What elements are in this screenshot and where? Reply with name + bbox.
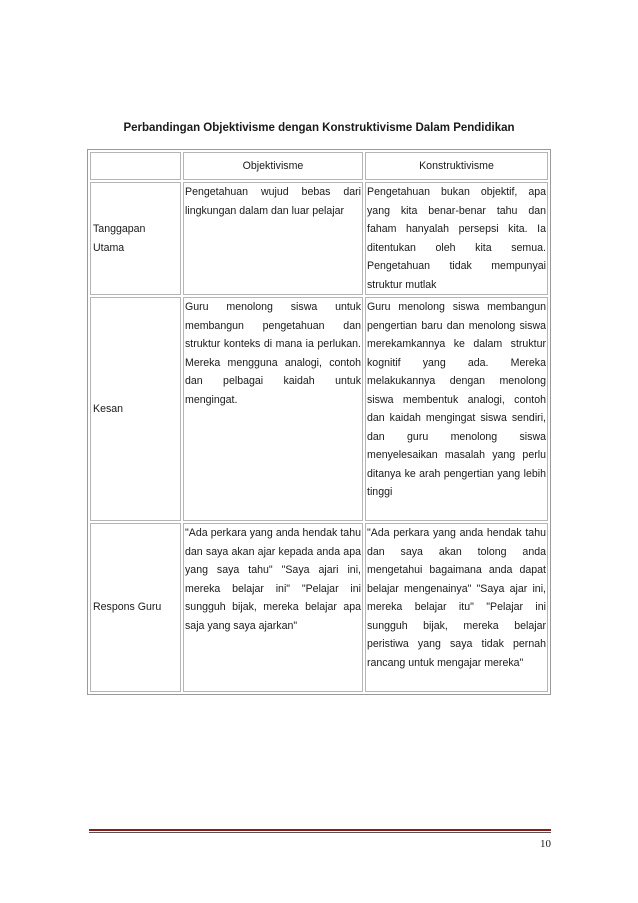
document-title: Perbandingan Objektivisme dengan Konstruktivisme Dalam Pendidikan: [123, 122, 515, 134]
row-label-respons-guru: Respons Guru: [90, 523, 181, 692]
cell-konstruktivisme: Pengetahuan bukan objektif, apa yang kita benar-benar tahu dan faham hanyalah persepsi kita. Ia ditentukan oleh kita semua. Pengetahuan tidak mempunyai struktur mutlak: [365, 182, 548, 295]
row-label-tanggapan-utama: Tanggapan Utama: [90, 182, 181, 295]
cell-konstruktivisme: Guru menolong siswa membangun pengertian baru dan menolong siswa merekamkannya ke dalam struktur kognitif yang ada. Mereka melakukannya dengan menolong siswa membentuk analogi, contoh dan kaidah mengingat siswa sendiri, dan guru menolong siswa menyelesaikan masalah yang perlu ditanya ke arah pengertian yang lebih tinggi: [365, 297, 548, 521]
header-cell-empty: [90, 152, 181, 180]
cell-objektivisme: Pengetahuan wujud bebas dari lingkungan dalam dan luar pelajar: [183, 182, 363, 295]
cell-objektivisme: Guru menolong siswa untuk membangun pengetahuan dan struktur konteks di mana ia perlukan. Mereka mengguna analogi, contoh dan pelbagai kaidah untuk mengingat.: [183, 297, 363, 521]
table-row: [90, 182, 548, 295]
table-row: [90, 523, 548, 692]
table-header-row: [90, 152, 548, 180]
comparison-table: [87, 149, 551, 695]
cell-konstruktivisme: "Ada perkara yang anda hendak tahu dan saya akan tolong anda mengetahui bagaimana anda dapat belajar mengenainya" "Saya ajar ini, mereka belajar itu" "Pelajar ini sungguh bijak, mereka belajar peristiwa yang saya tidak pernah rancang untuk mengajar mereka": [365, 523, 548, 692]
header-cell-konstruktivisme: Konstruktivisme: [365, 152, 548, 180]
row-label-kesan: Kesan: [90, 297, 181, 521]
footer-rule-red: [89, 829, 551, 831]
footer-rule-dark: [89, 832, 551, 833]
cell-objektivisme: "Ada perkara yang anda hendak tahu dan saya akan ajar kepada anda apa yang saya tahu" "Saya ajari ini, mereka belajar ini" "Pelajar ini sungguh bijak, mereka belajar apa saja yang saya ajarkan": [183, 523, 363, 692]
table-row: [90, 297, 548, 521]
header-cell-objektivisme: Objektivisme: [183, 152, 363, 180]
page-number: 10: [540, 838, 551, 850]
